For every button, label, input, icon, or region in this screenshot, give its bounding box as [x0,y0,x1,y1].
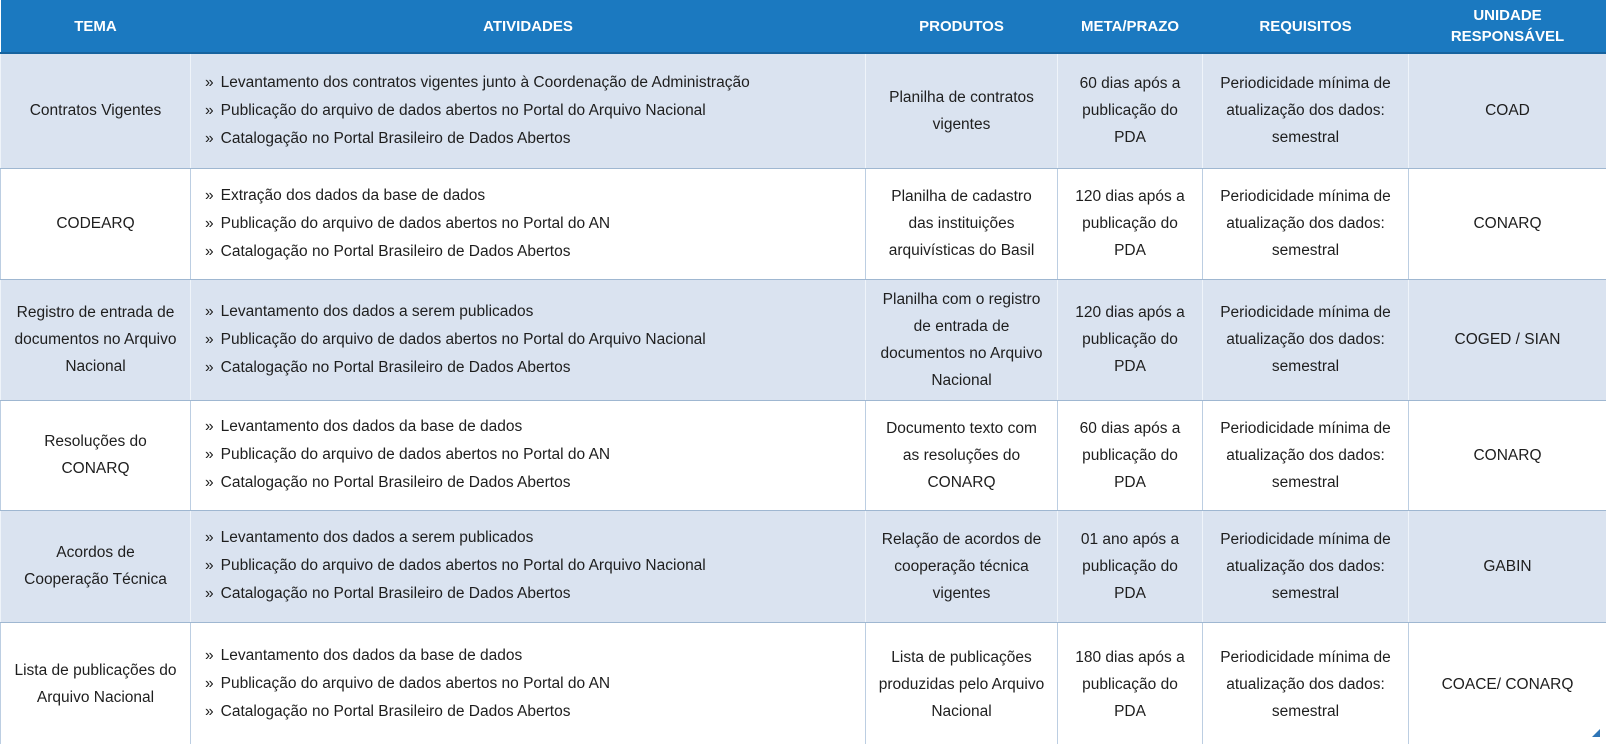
cell-atividades [191,279,866,400]
cell-requisitos: Periodicidade mínima de atualização dos dados: semestral [1203,168,1409,279]
activity-item [205,670,855,698]
activity-item [205,552,855,580]
table-row [1,510,1606,622]
activity-item [205,125,855,153]
activity-text: Catalogação no Portal Brasileiro de Dados Abertos [220,129,571,147]
cell-unidade-responsavel: COGED / SIAN [1409,279,1606,400]
activity-text: Levantamento dos dados da base de dados [220,418,523,435]
activity-item [205,69,855,97]
activity-item [205,238,855,266]
cell-tema: CODEARQ [1,168,191,279]
guillemet-bullet-icon: » [205,242,214,260]
activity-text: Catalogação no Portal Brasileiro de Dados Abertos [220,585,571,602]
guillemet-bullet-icon: » [205,129,214,147]
table-row [1,279,1606,400]
activity-item [205,698,855,726]
cell-tema: Acordos de Cooperação Técnica [1,510,191,622]
column-header-produtos: PRODUTOS [866,0,1058,53]
cell-unidade-responsavel: CONARQ [1409,168,1606,279]
cell-meta-prazo: 60 dias após a publicação do PDA [1058,400,1203,510]
cell-meta-prazo: 180 dias após a publicação do PDA [1058,622,1203,744]
column-header-atividades: ATIVIDADES [191,0,866,53]
guillemet-bullet-icon: » [205,358,214,376]
column-header-tema: TEMA [1,0,191,53]
cell-produtos: Lista de publicações produzidas pelo Arquivo Nacional [866,622,1058,744]
activity-text: Publicação do arquivo de dados abertos no Portal do AN [220,675,611,692]
table-row [1,400,1606,510]
guillemet-bullet-icon: » [205,302,214,320]
activity-item [205,441,855,469]
activity-text: Levantamento dos dados a serem publicados [220,302,534,320]
cell-tema: Lista de publicações do Arquivo Nacional [1,622,191,744]
cell-requisitos: Periodicidade mínima de atualização dos dados: semestral [1203,622,1409,744]
cell-atividades [191,168,866,279]
cell-meta-prazo: 60 dias após a publicação do PDA [1058,53,1203,168]
activity-item [205,182,855,210]
activity-text: Levantamento dos dados a serem publicados [220,529,534,546]
activity-text: Levantamento dos contratos vigentes junto à Coordenação de Administração [220,73,750,91]
cell-requisitos: Periodicidade mínima de atualização dos dados: semestral [1203,279,1409,400]
activity-text: Catalogação no Portal Brasileiro de Dados Abertos [220,242,571,260]
activity-item [205,298,855,326]
cell-meta-prazo: 01 ano após a publicação do PDA [1058,510,1203,622]
activity-item [205,326,855,354]
cell-produtos: Documento texto com as resoluções do CONARQ [866,400,1058,510]
cell-tema: Registro de entrada de documentos no Arquivo Nacional [1,279,191,400]
activity-text: Publicação do arquivo de dados abertos no Portal do Arquivo Nacional [220,330,706,348]
column-header-unidade-responsavel: UNIDADE RESPONSÁVEL [1409,0,1606,53]
cell-unidade-responsavel: GABIN [1409,510,1606,622]
guillemet-bullet-icon: » [205,330,214,348]
cell-produtos: Relação de acordos de cooperação técnica vigentes [866,510,1058,622]
cell-unidade-responsavel: CONARQ [1409,400,1606,510]
activity-item [205,469,855,497]
activity-text: Publicação do arquivo de dados abertos no Portal do Arquivo Nacional [220,557,706,574]
cell-requisitos: Periodicidade mínima de atualização dos dados: semestral [1203,53,1409,168]
guillemet-bullet-icon: » [205,585,214,602]
guillemet-bullet-icon: » [205,214,214,232]
table-row [1,53,1606,168]
cell-unidade-responsavel: COACE/ CONARQ [1409,622,1606,744]
table-row [1,622,1606,744]
guillemet-bullet-icon: » [205,703,214,720]
cell-atividades [191,510,866,622]
guillemet-bullet-icon: » [205,529,214,546]
table-row [1,168,1606,279]
guillemet-bullet-icon: » [205,557,214,574]
cell-tema: Resoluções do CONARQ [1,400,191,510]
guillemet-bullet-icon: » [205,647,214,664]
table-header-row [1,0,1606,53]
cell-meta-prazo: 120 dias após a publicação do PDA [1058,279,1203,400]
cell-requisitos: Periodicidade mínima de atualização dos dados: semestral [1203,510,1409,622]
cell-produtos: Planilha de cadastro das instituições arquivísticas do Basil [866,168,1058,279]
cell-meta-prazo: 120 dias após a publicação do PDA [1058,168,1203,279]
activity-text: Extração dos dados da base de dados [220,186,486,204]
activity-text: Catalogação no Portal Brasileiro de Dados Abertos [220,358,571,376]
column-header-requisitos: REQUISITOS [1203,0,1409,53]
activity-item [205,413,855,441]
cell-requisitos: Periodicidade mínima de atualização dos dados: semestral [1203,400,1409,510]
activity-text: Catalogação no Portal Brasileiro de Dados Abertos [220,474,571,491]
cell-atividades [191,53,866,168]
guillemet-bullet-icon: » [205,101,214,119]
activity-text: Catalogação no Portal Brasileiro de Dados Abertos [220,703,571,720]
guillemet-bullet-icon: » [205,186,214,204]
cell-produtos: Planilha de contratos vigentes [866,53,1058,168]
cell-atividades [191,622,866,744]
activity-text: Levantamento dos dados da base de dados [220,647,523,664]
cell-atividades [191,400,866,510]
activity-text: Publicação do arquivo de dados abertos no Portal do AN [220,214,611,232]
guillemet-bullet-icon: » [205,474,214,491]
table-resize-handle-icon[interactable] [1592,729,1600,737]
activity-text: Publicação do arquivo de dados abertos no Portal do AN [220,446,611,463]
guillemet-bullet-icon: » [205,675,214,692]
cell-produtos: Planilha com o registro de entrada de documentos no Arquivo Nacional [866,279,1058,400]
activity-item [205,642,855,670]
column-header-meta-prazo: META/PRAZO [1058,0,1203,53]
activity-item [205,97,855,125]
table-body [1,53,1606,744]
cell-unidade-responsavel: COAD [1409,53,1606,168]
activity-item [205,210,855,238]
activity-item [205,354,855,382]
guillemet-bullet-icon: » [205,418,214,435]
guillemet-bullet-icon: » [205,446,214,463]
guillemet-bullet-icon: » [205,73,214,91]
activity-text: Publicação do arquivo de dados abertos no Portal do Arquivo Nacional [220,101,706,119]
activity-item [205,580,855,608]
cell-tema: Contratos Vigentes [1,53,191,168]
activity-item [205,524,855,552]
